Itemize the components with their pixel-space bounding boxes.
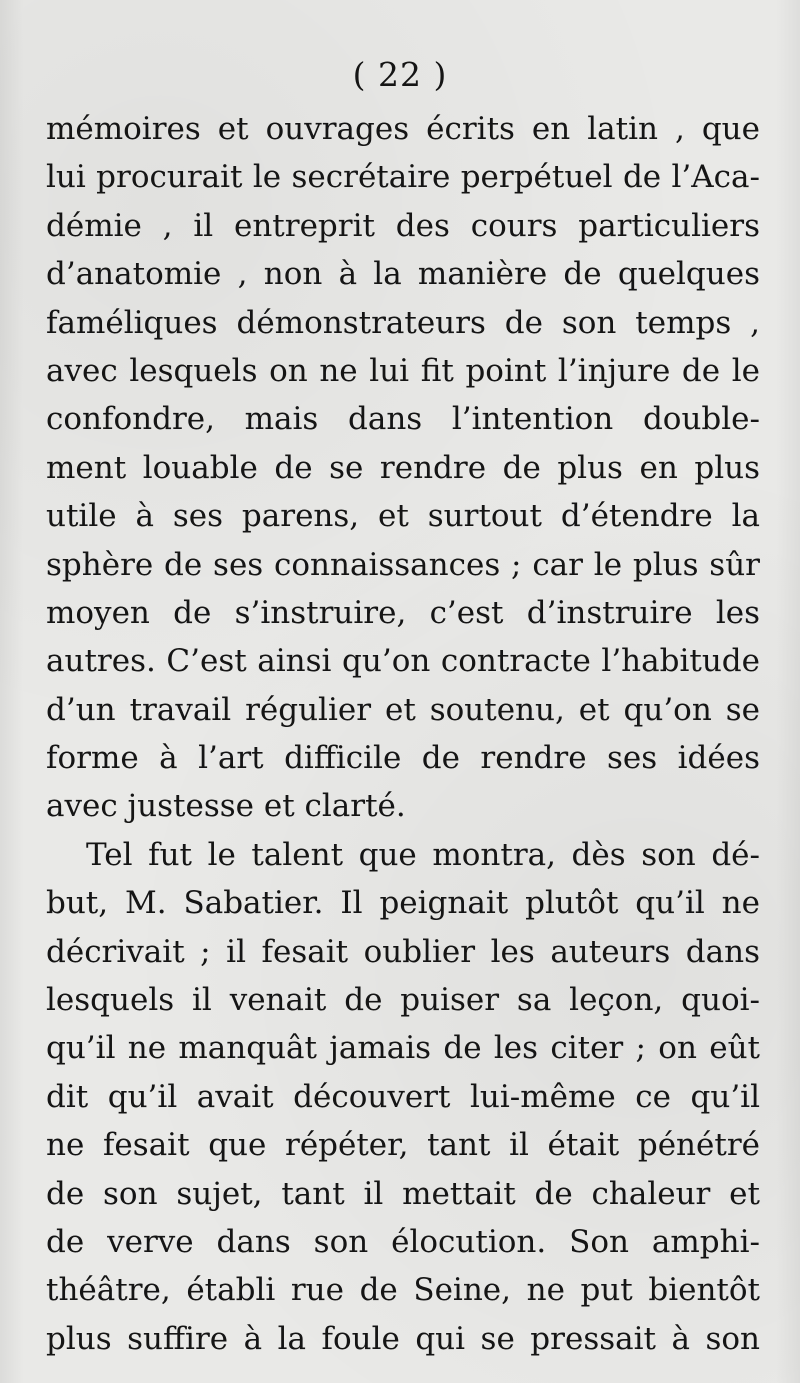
text-line: lui procurait le secrétaire perpétuel de l’Aca- bbox=[46, 159, 760, 196]
text-line: avec lesquels on ne lui fit point l’injure de le bbox=[46, 352, 760, 389]
text-line: but, M. Sabatier. Il peignait plutôt qu’il ne bbox=[46, 885, 760, 922]
text-line: ment louable de se rendre de plus en plus bbox=[46, 449, 760, 486]
page-number: ( 22 ) bbox=[352, 55, 448, 94]
text-line: de son sujet, tant il mettait de chaleur et bbox=[46, 1175, 760, 1212]
text-line: sphère de ses connaissances ; car le plus sûr bbox=[46, 546, 760, 583]
text-line: d’anatomie , non à la manière de quelques bbox=[46, 256, 760, 293]
text-line: lesquels il venait de puiser sa leçon, quoi- bbox=[46, 982, 760, 1019]
text-line: de verve dans son élocution. Son amphi- bbox=[46, 1223, 760, 1260]
text-line: confondre, mais dans l’intention double- bbox=[46, 401, 760, 438]
text-line: théâtre, établi rue de Seine, ne put bientôt bbox=[46, 1272, 760, 1309]
text-line: décrivait ; il fesait oublier les auteurs dans bbox=[46, 933, 760, 970]
text-line: faméliques démonstrateurs de son temps , bbox=[46, 304, 760, 341]
text-line: avec justesse et clarté. bbox=[46, 788, 406, 825]
text-line: moyen de s’instruire, c’est d’instruire les bbox=[46, 594, 760, 631]
text-line: d’un travail régulier et soutenu, et qu’on se bbox=[46, 691, 760, 728]
text-line: Tel fut le talent que montra, dès son dé- bbox=[86, 836, 760, 873]
text-line: plus suffire à la foule qui se pressait à son bbox=[46, 1320, 760, 1357]
text-line: mémoires et ouvrages écrits en latin , que bbox=[46, 111, 760, 147]
text-line: autres. C’est ainsi qu’on contracte l’habitude bbox=[46, 643, 760, 680]
text-line: utile à ses parens, et surtout d’étendre la bbox=[46, 498, 760, 535]
text-line: dit qu’il avait découvert lui-même ce qu’il bbox=[46, 1078, 760, 1115]
body-text bbox=[46, 105, 760, 1363]
text-line: forme à l’art difficile de rendre ses idées bbox=[46, 740, 760, 777]
text-line: démie , il entreprit des cours particuliers bbox=[46, 207, 760, 244]
text-line: ne fesait que répéter, tant il était pénétré bbox=[46, 1127, 760, 1164]
text-line: qu’il ne manquât jamais de les citer ; on eût bbox=[46, 1030, 760, 1067]
